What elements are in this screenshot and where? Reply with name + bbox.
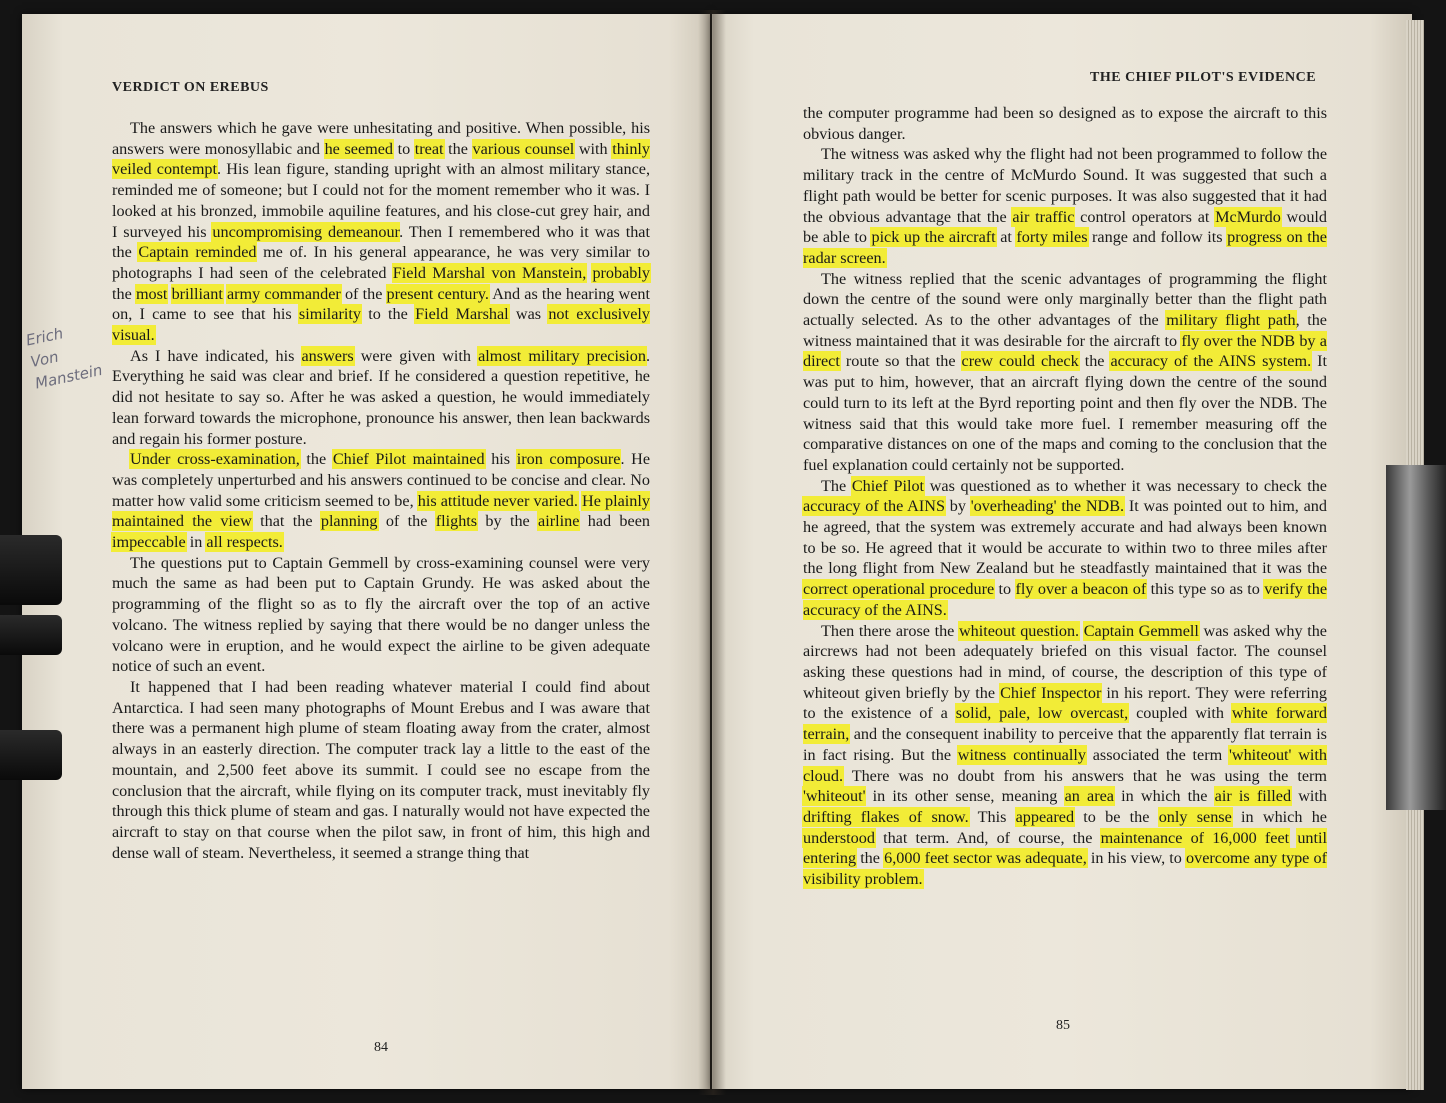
body-text: As I have indicated, his xyxy=(130,346,302,365)
highlighted-text: uncompromising demeanour xyxy=(212,222,400,241)
highlighted-text: Chief Inspector xyxy=(1000,683,1102,702)
body-text: route so that the xyxy=(839,352,962,371)
body-text: control operators at xyxy=(1074,207,1216,226)
body-text: The witness replied that the scenic advantages of programming the flight down the centre of the sound were only marginally better than the flight path actually selected. As to the other advantages of the xyxy=(803,269,1327,330)
body-text: It happened that I had been reading whatever material I could find about Antarctica. I had seen many photographs of Mount Erebus and I was aware that there was a permanent high plume of steam floating away from the crater, almost always in an easterly direction. The computer track lay a little to the east of the mountain, and 2,500 feet above its summit. I could see no escape from the conclusion that the aircraft, while flying on its computer track, must inevitably fly through this thick plume of steam and gas. I naturally would not have expected the aircraft to stay on that course when the pilot saw, in front of him, this high and dense wall of steam. Nevertheless, it seemed a strange thing that xyxy=(112,677,650,862)
highlighted-text: fly over a beacon of xyxy=(1015,580,1147,599)
highlighted-text: fly over the NDB by a direct xyxy=(803,331,1327,371)
body-text: There was no doubt from his answers that he was using the term xyxy=(843,766,1327,785)
highlighted-text: most xyxy=(135,284,168,303)
body-text: the xyxy=(112,284,136,303)
body-text: the computer programme had been so designed as to expose the aircraft to this obvious danger. xyxy=(803,104,1327,143)
highlighted-text: crew could check xyxy=(961,352,1079,371)
highlighted-text: understood xyxy=(803,828,875,847)
binder-clip-bottom xyxy=(0,730,62,780)
highlighted-text: correct operational procedure xyxy=(803,580,995,599)
highlighted-text: an area xyxy=(1064,787,1114,806)
highlighted-text: until entering xyxy=(803,828,1328,868)
body-text: The questions put to Captain Gemmell by cross-examining counsel were very much the same as had been put to Captain Grundy. He was asked about the programming of the flight so as to fly the aircraft over the top of an active volcano. The witness replied by saying that there would be no danger unless the volcano were in eruption, and he would expect the airline to be given adequate notice of such an event. xyxy=(112,553,650,676)
body-text: in his view, to xyxy=(1086,849,1187,868)
body-text: to xyxy=(994,580,1016,599)
paragraph xyxy=(112,346,650,450)
body-text: in xyxy=(185,533,207,552)
highlighted-text: iron composure xyxy=(516,450,621,469)
body-text: that term. And, of course, the xyxy=(874,828,1101,847)
highlighted-text: Chief Pilot maintained xyxy=(332,450,485,469)
binder-clip-top xyxy=(0,535,62,605)
body-text: the xyxy=(856,849,885,868)
body-text: had been xyxy=(579,512,650,531)
highlighted-text: Under cross-examination, xyxy=(130,450,300,469)
body-text: with xyxy=(1291,787,1328,806)
highlighted-text: impeccable xyxy=(112,533,186,552)
paragraph xyxy=(112,118,650,346)
binder-clip-middle xyxy=(0,615,62,655)
highlighted-text: thinly veiled contempt xyxy=(112,139,651,179)
body-text: . Everything he said was clear and brief. If he considered a question repetitive, he did not hesitate to say so. After he was asked a question, he would immediately lean forward towards the microphone, pronounce his answer, then lean backwards and regain his former posture. xyxy=(112,346,651,448)
highlighted-text: military flight path xyxy=(1166,311,1296,330)
highlighted-text: whiteout question. xyxy=(958,621,1080,640)
body-text: . His lean figure, standing upright with an almost military stance, reminded me of someone; but I could not for the moment remember who it was. I looked at his bronzed, immobile aquiline features, and his close-cut grey hair, and I surveyed his xyxy=(112,160,650,241)
highlighted-text: his attitude never varied. xyxy=(417,491,578,510)
paragraph xyxy=(803,476,1327,621)
paragraph xyxy=(803,103,1327,144)
body-text: would be able to xyxy=(803,207,1327,247)
body-text: in his report. They were referring to the existence of a xyxy=(803,683,1327,723)
body-text: this type so as to xyxy=(1146,580,1265,599)
highlighted-text: not exclusively visual. xyxy=(112,305,650,345)
body-text: And as the hearing went on, I came to see that his xyxy=(112,284,651,324)
handwritten-margin-note: Erich Von Manstein xyxy=(24,324,104,393)
body-text: by the xyxy=(477,512,539,531)
paragraph xyxy=(112,677,650,863)
paragraph xyxy=(803,144,1327,268)
body-text: range and follow its xyxy=(1087,228,1228,247)
left-page-body xyxy=(112,118,650,863)
body-text: in its other sense, meaning xyxy=(865,787,1065,806)
metal-clip-right xyxy=(1386,465,1446,810)
body-text: This xyxy=(968,807,1016,826)
highlighted-text: 6,000 feet sector was adequate, xyxy=(884,849,1087,868)
body-text: was questioned as to whether it was necessary to check the xyxy=(924,476,1327,495)
highlighted-text: flights xyxy=(435,512,478,531)
body-text: in which the xyxy=(1113,787,1215,806)
body-text: in which he xyxy=(1231,807,1327,826)
highlighted-text: all respects. xyxy=(206,533,283,552)
highlighted-text: brilliant xyxy=(171,284,223,303)
highlighted-text: Captain Gemmell xyxy=(1083,621,1199,640)
body-text: The xyxy=(821,476,852,495)
highlighted-text: planning xyxy=(320,512,378,531)
left-page-number: 84 xyxy=(374,1040,388,1055)
highlighted-text: treat xyxy=(414,139,444,158)
body-text: to the xyxy=(360,305,416,324)
highlighted-text: drifting flakes of snow. xyxy=(803,807,969,826)
paragraph xyxy=(803,621,1327,890)
body-text: of the xyxy=(377,512,436,531)
body-text: at xyxy=(995,228,1017,247)
body-text: the xyxy=(299,450,333,469)
highlighted-text: solid, pale, low overcast, xyxy=(955,704,1129,723)
body-text: coupled with xyxy=(1128,704,1232,723)
body-text: associated the term xyxy=(1085,745,1229,764)
body-text: by xyxy=(944,497,971,516)
body-text: was xyxy=(508,305,549,324)
highlighted-text: 'whiteout' with cloud. xyxy=(803,745,1328,785)
highlighted-text: witness continually xyxy=(957,745,1086,764)
highlighted-text: almost military precision xyxy=(478,346,646,365)
body-text: to xyxy=(393,139,415,158)
body-text: with xyxy=(574,139,613,158)
highlighted-text: 'overheading' the NDB. xyxy=(970,497,1125,516)
highlighted-text: overcome any type of visibility problem. xyxy=(803,849,1327,889)
highlighted-text: verify the accuracy of the AINS. xyxy=(803,580,1328,619)
body-text: and the consequent inability to perceive that the apparently flat terrain is in fact rising. But the xyxy=(803,725,1327,764)
highlighted-text: various counsel xyxy=(472,139,575,158)
highlighted-text: only sense xyxy=(1158,807,1232,826)
highlighted-text: Field Marshal xyxy=(415,305,509,324)
highlighted-text: McMurdo xyxy=(1215,207,1281,226)
paragraph xyxy=(112,553,650,677)
body-text: to be the xyxy=(1074,807,1159,826)
highlighted-text: probably xyxy=(592,263,650,282)
right-page-number: 85 xyxy=(1056,1018,1070,1033)
body-text: his xyxy=(484,450,517,469)
highlighted-text: air traffic xyxy=(1012,207,1075,226)
body-text: , the witness maintained that it was desirable for the aircraft to xyxy=(803,311,1327,350)
body-text: that the xyxy=(251,512,321,531)
highlighted-text: 'whiteout' xyxy=(803,787,866,806)
body-text: Then there arose the xyxy=(821,621,959,640)
body-text: me of. In his general appearance, he was very similar to photographs I had seen of the celebrated xyxy=(112,243,651,282)
highlighted-text: Chief Pilot xyxy=(851,476,925,495)
highlighted-text: Field Marshal von Manstein, xyxy=(392,263,587,282)
highlighted-text: accuracy of the AINS xyxy=(803,497,945,516)
body-text: The answers which he gave were unhesitating and positive. When possible, his answers were monosyllabic and xyxy=(112,119,650,158)
highlighted-text: answers xyxy=(301,346,354,365)
body-text xyxy=(167,285,171,303)
highlighted-text: appeared xyxy=(1015,807,1075,826)
highlighted-text: forty miles xyxy=(1016,228,1088,247)
book-gutter xyxy=(698,10,726,1095)
body-text: It was put to him, however, that an aircraft flying down the centre of the sound could turn to its left at the Byrd reporting point and then fly over the NDB. The witness said that this would take more fuel. I remember measuring off the comparative distances on one of the maps and coming to the conclusion that the fuel explanation could certainly not be supported. xyxy=(803,352,1328,474)
body-text: . Then I remembered who it was that the xyxy=(112,222,650,262)
body-text: the xyxy=(1078,352,1111,371)
right-page-body xyxy=(803,103,1327,890)
highlighted-text: Captain reminded xyxy=(138,243,257,262)
highlighted-text: he seemed xyxy=(324,139,393,158)
body-text: of the xyxy=(340,284,387,303)
highlighted-text: present century. xyxy=(386,284,489,303)
paragraph xyxy=(112,449,650,553)
paragraph xyxy=(803,269,1327,476)
highlighted-text: army commander xyxy=(226,284,341,303)
left-running-header: VERDICT ON EREBUS xyxy=(112,80,269,95)
highlighted-text: airline xyxy=(538,512,580,531)
body-text: was asked why the aircrews had not been adequately briefed on this visual factor. The counsel asking these questions had in mind, of course, the description of this type of whiteout given briefly by the xyxy=(803,621,1327,702)
highlighted-text: air is filled xyxy=(1214,787,1292,806)
body-text: It was pointed out to him, and he agreed, that the system was extremely accurate and had always been known to be so. He agreed that it would be accurate to within two to three miles after the long flight from New Zealand but he steadfastly maintained that it was the xyxy=(803,497,1327,578)
highlighted-text: He plainly maintained the view xyxy=(112,491,650,531)
body-text: were given with xyxy=(353,346,479,365)
body-text: . He was completely unperturbed and his answers continued to be concise and clear. No matter how valid some criticism seemed to be, xyxy=(112,450,650,510)
body-text: the xyxy=(443,139,473,158)
right-running-header: THE CHIEF PILOT'S EVIDENCE xyxy=(1090,70,1317,85)
highlighted-text: maintenance of 16,000 feet xyxy=(1100,828,1290,847)
highlighted-text: similarity xyxy=(298,305,361,324)
highlighted-text: progress on the radar screen. xyxy=(803,228,1327,267)
highlighted-text: accuracy of the AINS system. xyxy=(1110,352,1312,371)
highlighted-text: pick up the aircraft xyxy=(871,228,996,247)
highlighted-text: white forward terrain, xyxy=(803,704,1327,744)
body-text: The witness was asked why the flight had not been programmed to follow the military track in the centre of McMurdo Sound. It was suggested that such a flight path would be better for scenic purposes. It was also suggested that it had the obvious advantage that the xyxy=(803,145,1327,226)
